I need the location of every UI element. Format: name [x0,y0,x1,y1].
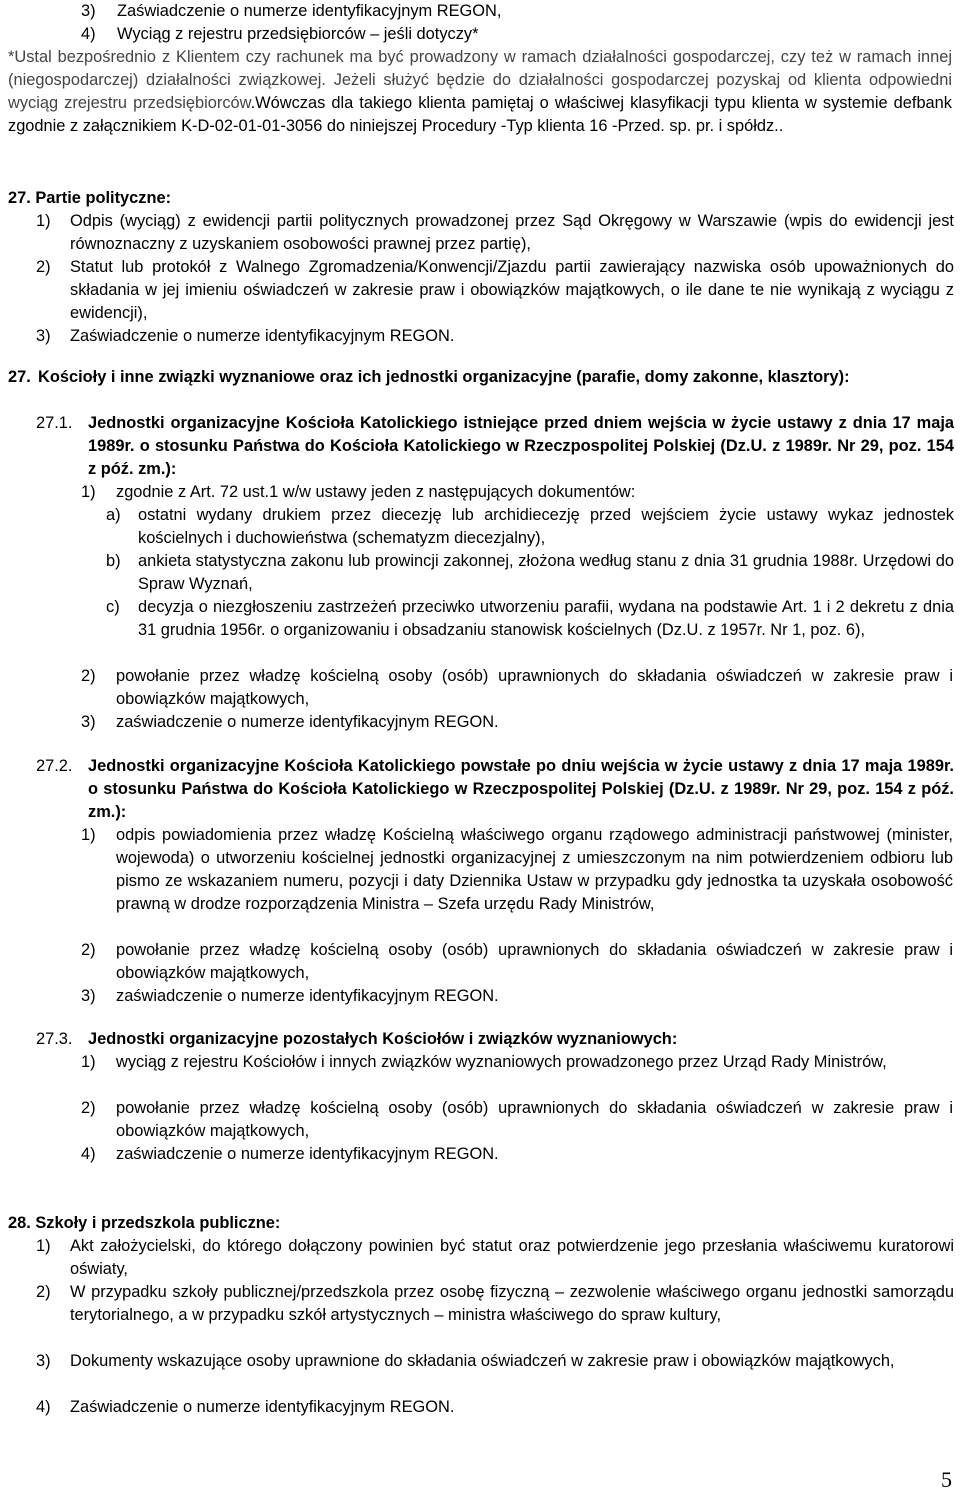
section-title: Szkoły i przedszkola publiczne: [35,1214,281,1232]
item-text: decyzja o niezgłoszeniu zastrzeżeń przeciwko utworzeniu parafii, wydana na podstawie Art. 1 i 2 dekretu z dnia 31 grudnia 1956r. o organizowaniu i obsadzaniu stanowisk kościelnych (Dz.U. z 1957r. Nr 1, poz. 6), [138,598,954,639]
item-text: powołanie przez władzę kościelną osoby (osób) uprawnionych do składania oświadczeń w zakresie praw i obowiązków majątkowych, [116,1099,953,1140]
item-number: 4) [36,1398,51,1416]
list-item [81,939,953,985]
section-number: 27. [8,368,31,386]
section-number: 27. [8,189,31,207]
item-letter: c) [106,598,120,616]
item-number: 3) [36,1352,51,1370]
item-number: 1) [81,1053,96,1071]
list-item [81,985,953,1008]
list-item [81,824,953,916]
list-item [81,481,953,504]
item-number: 4) [81,25,96,43]
subsection-heading [36,412,954,481]
list-item [36,210,954,256]
item-text: powołanie przez władzę kościelną osoby (osób) uprawnionych do składania oświadczeń w zakresie praw i obowiązków majątkowych, [116,667,953,708]
item-number: 3) [81,713,96,731]
note-text: *Ustal bezpośrednio z Klientem czy rachunek ma być prowadzony w ramach działalności gospodarczej, czy też w ramach innej (niegospodarczej) działalności związkowej. Jeżeli służyć będzie do działalności gospodarczej pozyskaj od klienta odpowiedni wyciąg zrejestru przedsiębiorców [8,48,952,112]
subsection-title: Jednostki organizacyjne Kościoła Katolickiego istniejące przed dniem wejścia w życie ustawy z dnia 17 maja 1989r. o stosunku Państwa do Kościoła Katolickiego w Rzeczpospolitej Polskiej (Dz.U. z 1989r. Nr 29, poz. 154 z póź. zm.): [88,414,954,478]
section-heading [8,1212,952,1235]
item-text: odpis powiadomienia przez władzę Kościelną właściwego organu rządowego administracji państwowej (minister, wojewoda) o utworzeniu kościelnej jednostki organizacyjnej z umieszczonym na nim potwierdzeniem odbioru lub pismo ze wskazaniem numeru, pozycji i daty Dziennika Ustaw w przypadku gdy jednostka ta uzyskała osobowość prawną w drodze rozporządzenia Ministra – Szefa urzędu Rady Ministrów, [116,826,953,913]
list-item [81,711,953,734]
item-number: 2) [81,941,96,959]
section-heading [8,187,952,210]
item-text: Dokumenty wskazujące osoby uprawnione do składania oświadczeń w zakresie praw i obowiązków majątkowych, [70,1352,895,1370]
subsection-number: 27.3. [36,1030,73,1048]
item-text: wyciąg z rejestru Kościołów i innych związków wyznaniowych prowadzonego przez Urząd Rady Ministrów, [116,1053,887,1071]
list-item [36,1350,954,1373]
item-text: ostatni wydany drukiem przez diecezję lub archidiecezję przed wejściem życie ustawy wykaz jednostek kościelnych i duchowieństwa (schematyzm diecezjalny), [138,506,954,547]
item-number: 2) [36,1283,51,1301]
list-item [36,256,954,325]
item-text: Zaświadczenie o numerze identyfikacyjnym REGON. [70,1398,455,1416]
item-number: 3) [81,2,96,20]
item-text: zgodnie z Art. 72 ust.1 w/w ustawy jeden z następujących dokumentów: [116,483,636,501]
list-item [81,1143,953,1166]
section-title: Kościoły i inne związki wyznaniowe oraz ich jednostki organizacyjne (parafie, domy zakonne, klasztory): [38,368,850,386]
item-text: Akt założycielski, do którego dołączony powinien być statut oraz potwierdzenie jego przesłania właściwemu kuratorowi oświaty, [70,1237,954,1278]
item-number: 4) [81,1145,96,1163]
item-letter: b) [106,552,121,570]
item-number: 3) [36,327,51,345]
item-text: zaświadczenie o numerze identyfikacyjnym REGON. [116,1145,499,1163]
list-item [36,1235,954,1281]
list-item [36,1396,954,1419]
item-number: 1) [81,483,96,501]
item-text: Odpis (wyciąg) z ewidencji partii politycznych prowadzonej przez Sąd Okręgowy w Warszawie (wpis do ewidencji jest równoznaczny z uzyskaniem osobowości prawnej przez partię), [70,212,954,253]
item-text: ankieta statystyczna zakonu lub prowincji zakonnej, złożona według stanu z dnia 31 grudnia 1988r. Urzędowi do Spraw Wyznań, [138,552,954,593]
item-number: 2) [36,258,51,276]
item-text: zaświadczenie o numerze identyfikacyjnym REGON. [116,713,499,731]
item-number: 1) [36,212,51,230]
item-number: 2) [81,667,96,685]
list-item [81,665,953,711]
note-text-continued: .Wówczas dla takiego klienta pamiętaj o właściwej klasyfikacji typu klienta w systemie defbank zgodnie z załącznikiem K-D-02-01-01-3056 do niniejszej Procedury -Typ klienta 16 -Przed. sp. pr. i spółdz.. [8,94,952,135]
note-paragraph [8,46,952,138]
item-text: Zaświadczenie o numerze identyfikacyjnym REGON, [117,2,502,20]
item-text: Wyciąg z rejestru przedsiębiorców – jeśli dotyczy* [117,25,479,43]
item-text: W przypadku szkoły publicznej/przedszkola przez osobę fizyczną – zezwolenie właściwego organu jednostki samorządu terytorialnego, a w przypadku szkół artystycznych – ministra właściwego do spraw kultury, [70,1283,954,1324]
item-letter: a) [106,506,121,524]
list-item [81,1051,953,1074]
page-number: 5 [941,1467,952,1492]
list-item [36,325,954,348]
subsection-heading [36,755,954,824]
section-title: Partie polityczne: [35,189,172,207]
subsection-number: 27.1. [36,414,73,432]
item-number: 1) [81,826,96,844]
list-item [81,0,951,23]
item-text: Zaświadczenie o numerze identyfikacyjnym REGON. [70,327,455,345]
letter-item [106,550,954,596]
item-number: 1) [36,1237,51,1255]
list-item [36,1281,954,1327]
letter-item [106,596,954,642]
item-text: zaświadczenie o numerze identyfikacyjnym REGON. [116,987,499,1005]
subsection-title: Jednostki organizacyjne Kościoła Katolickiego powstałe po dniu wejścia w życie ustawy z dnia 17 maja 1989r. o stosunku Państwa do Kościoła Katolickiego w Rzeczpospolitej Polskiej (Dz.U. z 1989r. Nr 29, poz. 154 z póź. zm.): [88,757,954,821]
item-text: powołanie przez władzę kościelną osoby (osób) uprawnionych do składania oświadczeń w zakresie praw i obowiązków majątkowych, [116,941,953,982]
item-number: 3) [81,987,96,1005]
list-item [81,23,951,46]
item-text: Statut lub protokół z Walnego Zgromadzenia/Konwencji/Zjazdu partii zawierający nazwiska osób upoważnionych do składania w jej imieniu oświadczeń w zakresie praw i obowiązków majątkowych, o ile dane te nie wynikają z wyciągu z ewidencji), [70,258,954,322]
letter-item [106,504,954,550]
section-heading [8,366,956,389]
item-number: 2) [81,1099,96,1117]
subsection-title: Jednostki organizacyjne pozostałych Kościołów i związków wyznaniowych: [88,1030,678,1048]
section-number: 28. [8,1214,31,1232]
list-item [81,1097,953,1143]
subsection-heading [36,1028,954,1051]
subsection-number: 27.2. [36,757,73,775]
